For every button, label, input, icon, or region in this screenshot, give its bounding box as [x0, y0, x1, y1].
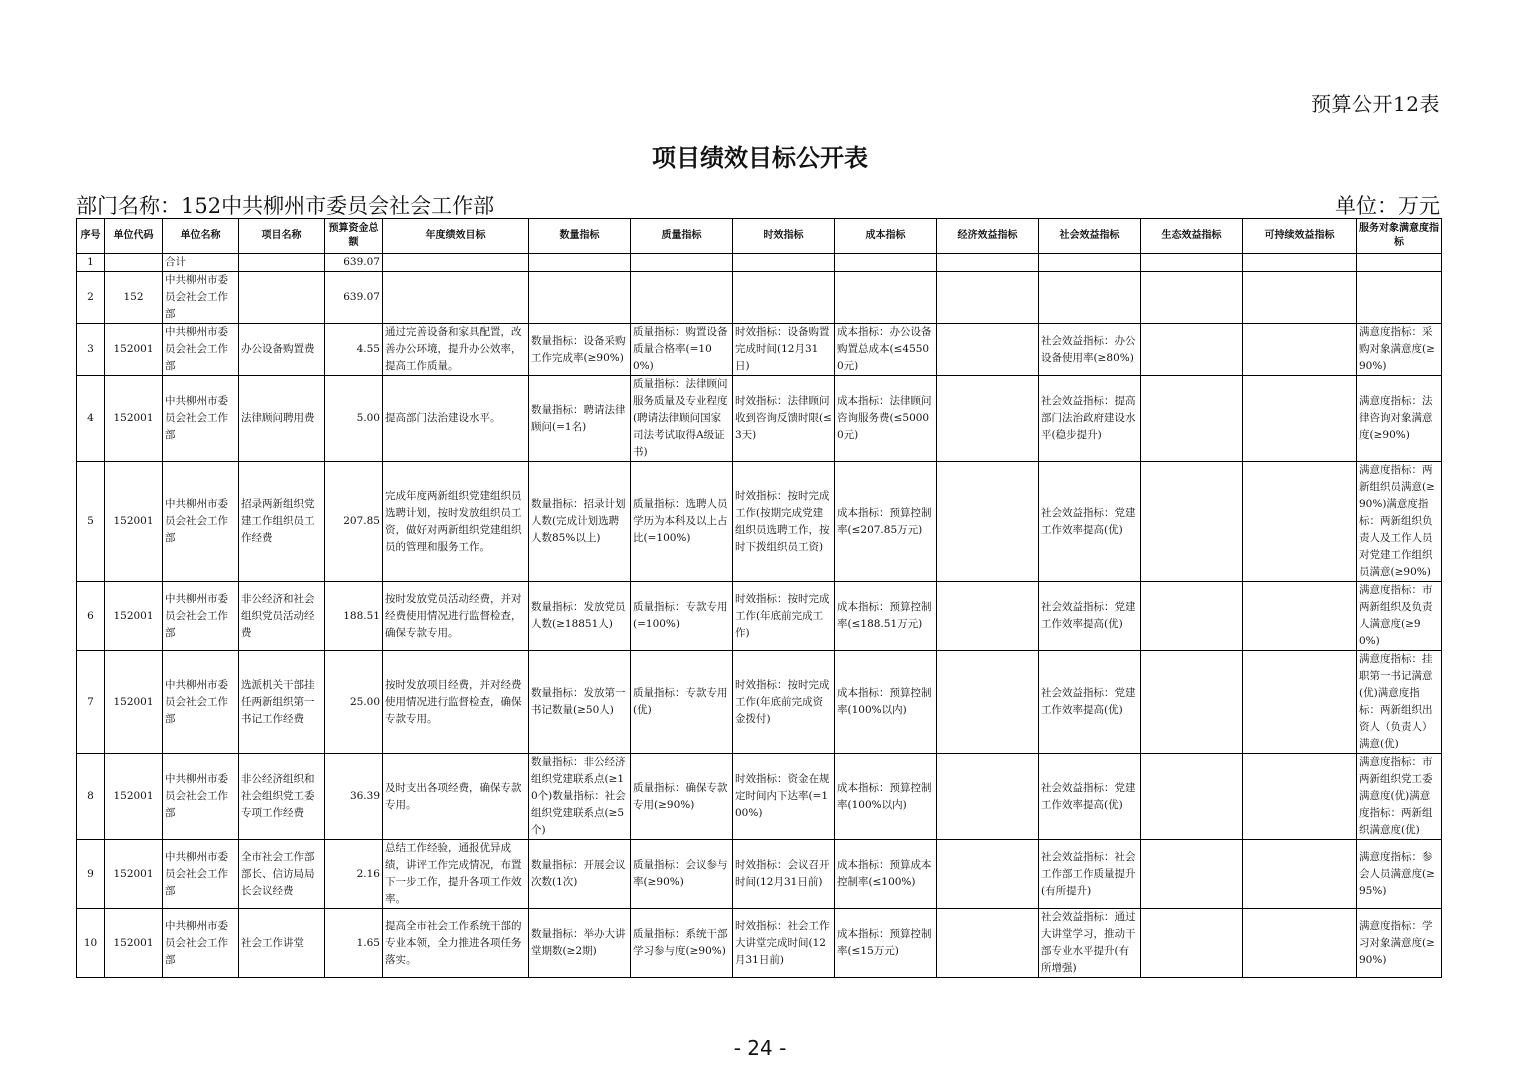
- cell-quantity: 数量指标：设备采购工作完成率(≥90%): [529, 324, 631, 376]
- table-row: [77, 582, 1442, 651]
- cell-ecological: [1141, 254, 1243, 272]
- cell-goal: 及时支出各项经费，确保专款专用。: [383, 754, 529, 840]
- currency-unit: 单位：万元: [1335, 194, 1440, 218]
- col-header-social: 社会效益指标: [1039, 219, 1141, 254]
- cell-unit: 中共柳州市委员会社会工作部: [163, 376, 239, 462]
- cell-ecological: [1141, 462, 1243, 582]
- cell-economic: [937, 651, 1039, 754]
- cell-timeliness: 时效指标：设备购置完成时间(12月31日): [733, 324, 835, 376]
- cell-ecological: [1141, 582, 1243, 651]
- cell-economic: [937, 376, 1039, 462]
- cell-seq: 2: [77, 272, 105, 324]
- cell-economic: [937, 840, 1039, 909]
- cell-cost: 成本指标：预算控制率(≤207.85万元): [835, 462, 937, 582]
- table-header-row: [77, 219, 1442, 254]
- cell-budget: 639.07: [325, 254, 383, 272]
- cell-cost: 成本指标：预算控制率(≤188.51万元): [835, 582, 937, 651]
- form-number: 预算公开12表: [1311, 92, 1440, 116]
- cell-timeliness: 时效指标：法律顾问收到咨询反馈时限(≤3天): [733, 376, 835, 462]
- cell-cost: 成本指标：办公设备购置总成本(≤45500元): [835, 324, 937, 376]
- cell-satisfaction: 满意度指标：参会人员满意度(≥95%): [1357, 840, 1442, 909]
- cell-budget: 1.65: [325, 909, 383, 978]
- cell-goal: 提高全市社会工作系统干部的专业本领，全力推进各项任务落实。: [383, 909, 529, 978]
- cell-budget: 188.51: [325, 582, 383, 651]
- cell-cost: 成本指标：法律顾问咨询服务费(≤50000元): [835, 376, 937, 462]
- cell-project: 选派机关干部挂任两新组织第一书记工作经费: [239, 651, 325, 754]
- cell-goal: 通过完善设备和家具配置，改善办公环境，提升办公效率，提高工作质量。: [383, 324, 529, 376]
- cell-satisfaction: [1357, 254, 1442, 272]
- cell-cost: [835, 254, 937, 272]
- cell-timeliness: 时效指标：资金在规定时间内下达率(=100%): [733, 754, 835, 840]
- cell-quality: 质量指标：购置设备质量合格率(=100%): [631, 324, 733, 376]
- cell-unit: 中共柳州市委员会社会工作部: [163, 651, 239, 754]
- cell-quantity: [529, 272, 631, 324]
- cell-unit: 中共柳州市委员会社会工作部: [163, 909, 239, 978]
- cell-quantity: 数量指标：聘请法律顾问(=1名): [529, 376, 631, 462]
- cell-seq: 10: [77, 909, 105, 978]
- cell-code: 152: [105, 272, 163, 324]
- cell-code: 152001: [105, 462, 163, 582]
- cell-timeliness: 时效指标：按时完成工作(年底前完成资金拨付): [733, 651, 835, 754]
- cell-code: 152001: [105, 909, 163, 978]
- cell-quality: 质量指标：法律顾问服务质量及专业程度(聘请法律顾问国家司法考试取得A级证书): [631, 376, 733, 462]
- cell-timeliness: [733, 254, 835, 272]
- cell-project: 非公经济组织和社会组织党工委专项工作经费: [239, 754, 325, 840]
- cell-timeliness: 时效指标：社会工作大讲堂完成时间(12月31日前): [733, 909, 835, 978]
- cell-goal: 按时发放党员活动经费，并对经费使用情况进行监督检查，确保专款专用。: [383, 582, 529, 651]
- cell-goal: 提高部门法治建设水平。: [383, 376, 529, 462]
- cell-quantity: 数量指标：发放第一书记数量(≥50人): [529, 651, 631, 754]
- cell-unit: 中共柳州市委员会社会工作部: [163, 462, 239, 582]
- cell-satisfaction: [1357, 272, 1442, 324]
- cell-project: 非公经济和社会组织党员活动经费: [239, 582, 325, 651]
- cell-seq: 8: [77, 754, 105, 840]
- cell-unit: 中共柳州市委员会社会工作部: [163, 840, 239, 909]
- cell-seq: 4: [77, 376, 105, 462]
- col-header-unit: 单位名称: [163, 219, 239, 254]
- cell-quantity: 数量指标：非公经济组织党建联系点(≥10个)数量指标：社会组织党建联系点(≥5个): [529, 754, 631, 840]
- cell-satisfaction: 满意度指标：市两新组织及负责人满意度(≥90%): [1357, 582, 1442, 651]
- cell-timeliness: 时效指标：按时完成工作(年底前完成工作): [733, 582, 835, 651]
- cell-social: 社会效益指标：提高部门法治政府建设水平(稳步提升): [1039, 376, 1141, 462]
- cell-seq: 6: [77, 582, 105, 651]
- cell-budget: 25.00: [325, 651, 383, 754]
- table-row: [77, 909, 1442, 978]
- cell-project: 全市社会工作部部长、信访局局长会议经费: [239, 840, 325, 909]
- cell-social: 社会效益指标：办公设备使用率(≥80%): [1039, 324, 1141, 376]
- table-row: [77, 272, 1442, 324]
- cell-quality: 质量指标：系统干部学习参与度(≥90%): [631, 909, 733, 978]
- cell-seq: 7: [77, 651, 105, 754]
- table-row: [77, 324, 1442, 376]
- cell-satisfaction: 满意度指标：两新组织员满意(≥90%)满意度指标：两新组织负责人及工作人员对党建工作组织员满意(≥90%): [1357, 462, 1442, 582]
- cell-sustainable: [1243, 272, 1357, 324]
- page-title: 项目绩效目标公开表: [652, 143, 868, 172]
- cell-goal: [383, 254, 529, 272]
- cell-economic: [937, 462, 1039, 582]
- cell-sustainable: [1243, 462, 1357, 582]
- cell-code: 152001: [105, 582, 163, 651]
- cell-ecological: [1141, 840, 1243, 909]
- cell-seq: 3: [77, 324, 105, 376]
- col-header-quantity: 数量指标: [529, 219, 631, 254]
- col-header-economic: 经济效益指标: [937, 219, 1039, 254]
- cell-quantity: 数量指标：招录计划人数(完成计划选聘人数85%以上): [529, 462, 631, 582]
- cell-social: 社会效益指标：党建工作效率提高(优): [1039, 651, 1141, 754]
- cell-ecological: [1141, 272, 1243, 324]
- cell-budget: 36.39: [325, 754, 383, 840]
- cell-goal: 按时发放项目经费，并对经费使用情况进行监督检查，确保专款专用。: [383, 651, 529, 754]
- cell-social: [1039, 254, 1141, 272]
- cell-economic: [937, 272, 1039, 324]
- cell-code: 152001: [105, 376, 163, 462]
- cell-ecological: [1141, 651, 1243, 754]
- cell-satisfaction: 满意度指标：学习对象满意度(≥90%): [1357, 909, 1442, 978]
- cell-project: 办公设备购置费: [239, 324, 325, 376]
- cell-goal: 完成年度两新组织党建组织员选聘计划，按时发放组织员工资，做好对两新组织党建组织员的管理和服务工作。: [383, 462, 529, 582]
- cell-quantity: 数量指标：举办大讲堂期数(≥2期): [529, 909, 631, 978]
- cell-seq: 9: [77, 840, 105, 909]
- cell-ecological: [1141, 754, 1243, 840]
- table-row: [77, 254, 1442, 272]
- cell-social: 社会效益指标：党建工作效率提高(优): [1039, 754, 1141, 840]
- cell-ecological: [1141, 376, 1243, 462]
- cell-code: 152001: [105, 324, 163, 376]
- cell-code: 152001: [105, 840, 163, 909]
- cell-project: 社会工作讲堂: [239, 909, 325, 978]
- cell-social: 社会效益指标：党建工作效率提高(优): [1039, 582, 1141, 651]
- col-header-sustainable: 可持续效益指标: [1243, 219, 1357, 254]
- table-row: [77, 376, 1442, 462]
- cell-cost: 成本指标：预算控制率(100%以内): [835, 754, 937, 840]
- cell-unit: 中共柳州市委员会社会工作部: [163, 324, 239, 376]
- cell-timeliness: [733, 272, 835, 324]
- cell-quality: [631, 272, 733, 324]
- cell-economic: [937, 254, 1039, 272]
- cell-timeliness: 时效指标：按时完成工作(按期完成党建组织员选聘工作，按时下拨组织员工资): [733, 462, 835, 582]
- cell-timeliness: 时效指标：会议召开时间(12月31日前): [733, 840, 835, 909]
- cell-satisfaction: 满意度指标：挂职第一书记满意(优)满意度指标：两新组织出资人（负责人）满意(优): [1357, 651, 1442, 754]
- cell-project: 招录两新组织党建工作组织员工作经费: [239, 462, 325, 582]
- cell-unit: 中共柳州市委员会社会工作部: [163, 272, 239, 324]
- cell-quality: 质量指标：确保专款专用(≥90%): [631, 754, 733, 840]
- cell-quality: 质量指标：专款专用(=100%): [631, 582, 733, 651]
- cell-budget: 207.85: [325, 462, 383, 582]
- col-header-budget: 预算资金总额: [325, 219, 383, 254]
- cell-quality: 质量指标：会议参与率(≥90%): [631, 840, 733, 909]
- cell-sustainable: [1243, 651, 1357, 754]
- cell-economic: [937, 754, 1039, 840]
- cell-social: [1039, 272, 1141, 324]
- col-header-timeliness: 时效指标: [733, 219, 835, 254]
- table-row: [77, 840, 1442, 909]
- table-row: [77, 462, 1442, 582]
- cell-quality: 质量指标：专款专用(优): [631, 651, 733, 754]
- cell-budget: 639.07: [325, 272, 383, 324]
- cell-satisfaction: 满意度指标：采购对象满意度(≥90%): [1357, 324, 1442, 376]
- cell-economic: [937, 324, 1039, 376]
- col-header-seq: 序号: [77, 219, 105, 254]
- performance-table: [76, 218, 1442, 978]
- cell-cost: [835, 272, 937, 324]
- cell-cost: 成本指标：预算控制率(≤15万元): [835, 909, 937, 978]
- cell-cost: 成本指标：预算控制率(100%以内): [835, 651, 937, 754]
- cell-quality: 质量指标：选聘人员学历为本科及以上占比(=100%): [631, 462, 733, 582]
- cell-sustainable: [1243, 324, 1357, 376]
- cell-cost: 成本指标：预算成本控制率(≤100%): [835, 840, 937, 909]
- cell-satisfaction: 满意度指标：法律咨询对象满意度(≥90%): [1357, 376, 1442, 462]
- cell-quantity: [529, 254, 631, 272]
- cell-economic: [937, 909, 1039, 978]
- cell-goal: [383, 272, 529, 324]
- table-row: [77, 754, 1442, 840]
- cell-code: 152001: [105, 651, 163, 754]
- col-header-satisfaction: 服务对象满意度指标: [1357, 219, 1442, 254]
- cell-sustainable: [1243, 754, 1357, 840]
- cell-sustainable: [1243, 254, 1357, 272]
- cell-social: 社会效益指标：社会工作部工作质量提升(有所提升): [1039, 840, 1141, 909]
- cell-sustainable: [1243, 582, 1357, 651]
- col-header-quality: 质量指标: [631, 219, 733, 254]
- cell-goal: 总结工作经验，通报优异成绩，讲评工作完成情况，布置下一步工作，提升各项工作效率。: [383, 840, 529, 909]
- cell-ecological: [1141, 324, 1243, 376]
- cell-economic: [937, 582, 1039, 651]
- col-header-code: 单位代码: [105, 219, 163, 254]
- col-header-cost: 成本指标: [835, 219, 937, 254]
- department-name: 部门名称：152中共柳州市委员会社会工作部: [76, 194, 495, 218]
- cell-quality: [631, 254, 733, 272]
- cell-social: 社会效益指标：通过大讲堂学习，推动干部专业水平提升(有所增强): [1039, 909, 1141, 978]
- cell-unit: 中共柳州市委员会社会工作部: [163, 754, 239, 840]
- cell-budget: 4.55: [325, 324, 383, 376]
- cell-budget: 5.00: [325, 376, 383, 462]
- cell-seq: 1: [77, 254, 105, 272]
- cell-satisfaction: 满意度指标：市两新组织党工委满意度(优)满意度指标：两新组织满意度(优): [1357, 754, 1442, 840]
- page-number: - 24 -: [733, 1036, 787, 1060]
- cell-sustainable: [1243, 840, 1357, 909]
- cell-quantity: 数量指标：发放党员人数(≥18851人): [529, 582, 631, 651]
- cell-project: [239, 272, 325, 324]
- cell-unit: 中共柳州市委员会社会工作部: [163, 582, 239, 651]
- cell-seq: 5: [77, 462, 105, 582]
- cell-social: 社会效益指标：党建工作效率提高(优): [1039, 462, 1141, 582]
- cell-project: [239, 254, 325, 272]
- cell-sustainable: [1243, 909, 1357, 978]
- table-row: [77, 651, 1442, 754]
- col-header-project: 项目名称: [239, 219, 325, 254]
- cell-ecological: [1141, 909, 1243, 978]
- table-body: [77, 254, 1442, 978]
- col-header-ecological: 生态效益指标: [1141, 219, 1243, 254]
- cell-unit: 合计: [163, 254, 239, 272]
- col-header-goal: 年度绩效目标: [383, 219, 529, 254]
- cell-project: 法律顾问聘用费: [239, 376, 325, 462]
- cell-quantity: 数量指标：开展会议次数(1次): [529, 840, 631, 909]
- cell-code: 152001: [105, 754, 163, 840]
- cell-sustainable: [1243, 376, 1357, 462]
- cell-budget: 2.16: [325, 840, 383, 909]
- cell-code: [105, 254, 163, 272]
